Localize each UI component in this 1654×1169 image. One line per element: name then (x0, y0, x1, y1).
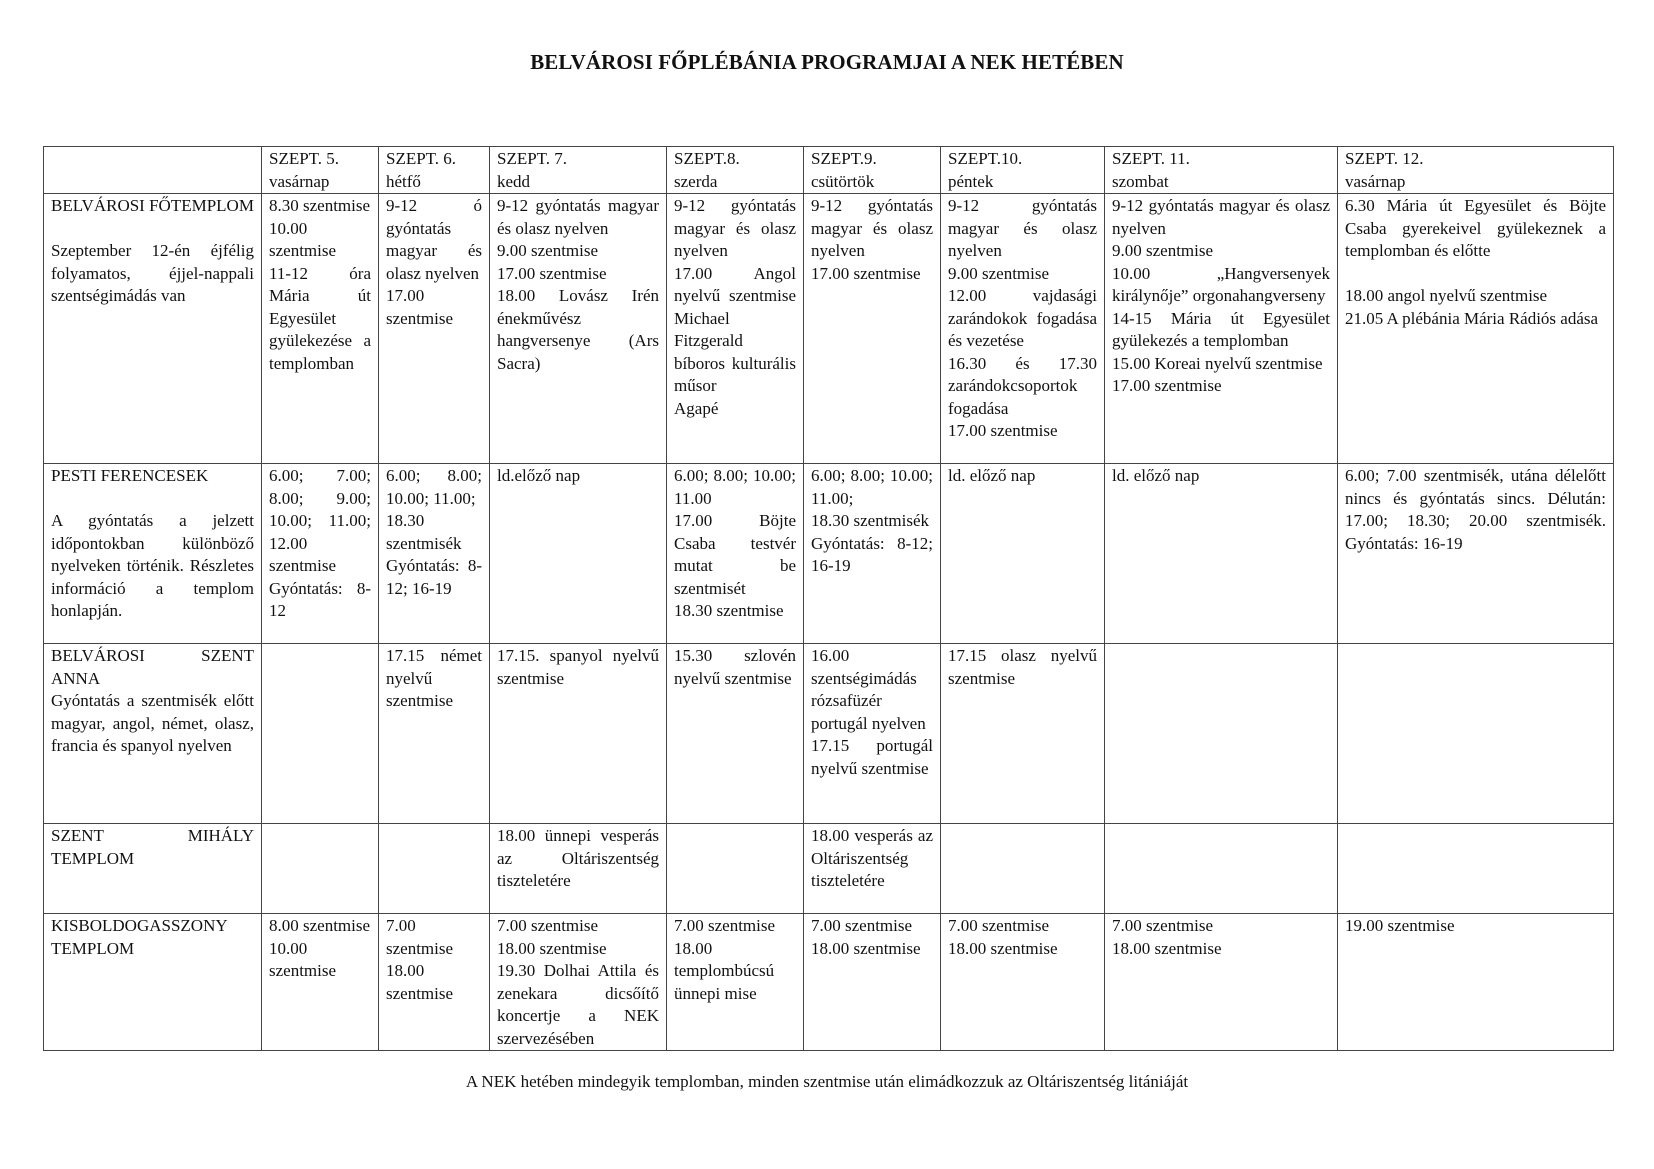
program-cell (262, 644, 379, 824)
program-cell: 15.30 szlovén nyelvű szentmise (667, 644, 804, 824)
program-cell: 7.00 szentmise 18.00 szentmise (1105, 914, 1338, 1051)
program-cell: 16.00 szentségimádás rózsafüzér portugál nyelven 17.15 portugál nyelvű szentmise (804, 644, 941, 824)
footer-note: A NEK hetében mindegyik templomban, minden szentmise után elimádkozzuk az Oltáriszentség litániáját (465, 1072, 1189, 1091)
program-cell: 8.00 szentmise 10.00 szentmise (262, 914, 379, 1051)
header-cell-szept-12: SZEPT. 12. vasárnap (1338, 147, 1614, 194)
program-cell: 9-12 gyóntatás magyar és olasz nyelven 9.00 szentmise 17.00 szentmise 18.00 Lovász Irén énekművész hangversenye (Ars Sacra) (490, 194, 667, 464)
program-cell: 6.00; 7.00; 8.00; 9.00; 10.00; 11.00; 12.00 szentmise Gyóntatás: 8-12 (262, 464, 379, 644)
program-cell: 6.00; 8.00; 10.00; 11.00; 18.30 szentmisék Gyóntatás: 8-12; 16-19 (804, 464, 941, 644)
header-cell-empty (44, 147, 262, 194)
program-cell (262, 824, 379, 914)
program-cell (1105, 644, 1338, 824)
program-cell: 7.00 szentmise 18.00 szentmise (941, 914, 1105, 1051)
church-name-cell: SZENT MIHÁLY TEMPLOM (44, 824, 262, 914)
program-cell: ld.előző nap (490, 464, 667, 644)
program-cell: 9-12 gyóntatás magyar és olasz nyelven 9.00 szentmise 12.00 vajdasági zarándokok fogadása és vezetése 16.30 és 17.30 zarándokcsoportok fogadása 17.00 szentmise (941, 194, 1105, 464)
program-cell (1338, 824, 1614, 914)
program-cell: 18.00 ünnepi vesperás az Oltáriszentség tiszteletére (490, 824, 667, 914)
program-cell: 17.15 olasz nyelvű szentmise (941, 644, 1105, 824)
program-cell (941, 824, 1105, 914)
program-cell: 17.15 német nyelvű szentmise (379, 644, 490, 824)
program-cell: 9-12 gyóntatás magyar és olasz nyelven 17.00 Angol nyelvű szentmise Michael Fitzgerald bíboros kulturális műsor Agapé (667, 194, 804, 464)
program-cell: 6.00; 8.00; 10.00; 11.00 17.00 Böjte Csaba testvér mutat be szentmisét 18.30 szentmise (667, 464, 804, 644)
program-cell: 9-12 gyóntatás magyar és olasz nyelven 9.00 szentmise 10.00 „Hangversenyek királynője” orgonahangverseny 14-15 Mária út Egyesület gyülekezés a templomban 15.00 Koreai nyelvű szentmise 17.00 szentmise (1105, 194, 1338, 464)
program-cell: 9-12 gyóntatás magyar és olasz nyelven 17.00 szentmise (804, 194, 941, 464)
program-cell: 6.30 Mária út Egyesület és Böjte Csaba gyerekeivel gyülekeznek a templomban és előtte 18.00 angol nyelvű szentmise 21.05 A plébánia Mária Rádiós adása (1338, 194, 1614, 464)
table-row-szent-anna (44, 644, 1614, 824)
header-cell-szept-5: SZEPT. 5. vasárnap (262, 147, 379, 194)
program-cell: ld. előző nap (1105, 464, 1338, 644)
program-cell: 7.00 szentmise 18.00 templombúcsú ünnepi mise (667, 914, 804, 1051)
header-row (44, 147, 1614, 194)
header-cell-szept-8: SZEPT.8. szerda (667, 147, 804, 194)
program-cell: 7.00 szentmise 18.00 szentmise (379, 914, 490, 1051)
program-cell: 18.00 vesperás az Oltáriszentség tiszteletére (804, 824, 941, 914)
program-cell: 6.00; 7.00 szentmisék, utána délelőtt nincs és gyóntatás sincs. Délután: 17.00; 18.30; 20.00 szentmisék. Gyóntatás: 16-19 (1338, 464, 1614, 644)
table-row-szent-mihaly (44, 824, 1614, 914)
header-cell-szept-7: SZEPT. 7. kedd (490, 147, 667, 194)
header-cell-szept-10: SZEPT.10. péntek (941, 147, 1105, 194)
table-row-pesti-ferencesek (44, 464, 1614, 644)
church-name-cell: KISBOLDOGASSZONY TEMPLOM (44, 914, 262, 1051)
church-name-cell: BELVÁROSI FŐTEMPLOM Szeptember 12-én éjfélig folyamatos, éjjel-nappali szentségimádás van (44, 194, 262, 464)
program-cell: 19.00 szentmise (1338, 914, 1614, 1051)
program-cell (1338, 644, 1614, 824)
church-name-cell: BELVÁROSI SZENT ANNA Gyóntatás a szentmisék előtt magyar, angol, német, olasz, francia és spanyol nyelven (44, 644, 262, 824)
program-cell: 7.00 szentmise 18.00 szentmise (804, 914, 941, 1051)
program-cell (1105, 824, 1338, 914)
program-table (43, 146, 1614, 1051)
program-cell: 17.15. spanyol nyelvű szentmise (490, 644, 667, 824)
program-cell: 7.00 szentmise 18.00 szentmise 19.30 Dolhai Attila és zenekara dicsőítő koncertje a NEK szervezésében (490, 914, 667, 1051)
program-cell: 9-12 ó gyóntatás magyar és olasz nyelven 17.00 szentmise (379, 194, 490, 464)
table-row-belvarosi-fotemplom (44, 194, 1614, 464)
header-cell-szept-6: SZEPT. 6. hétfő (379, 147, 490, 194)
program-cell (667, 824, 804, 914)
church-name-cell: PESTI FERENCESEK A gyóntatás a jelzett időpontokban különböző nyelveken történik. Részletes információ a templom honlapján. (44, 464, 262, 644)
header-cell-szept-11: SZEPT. 11. szombat (1105, 147, 1338, 194)
table-row-kisboldogasszony (44, 914, 1614, 1051)
program-cell: 6.00; 8.00; 10.00; 11.00; 18.30 szentmisék Gyóntatás: 8-12; 16-19 (379, 464, 490, 644)
header-cell-szept-9: SZEPT.9. csütörtök (804, 147, 941, 194)
program-cell: ld. előző nap (941, 464, 1105, 644)
program-cell (379, 824, 490, 914)
program-cell: 8.30 szentmise 10.00 szentmise 11-12 óra Mária út Egyesület gyülekezése a templomban (262, 194, 379, 464)
page-title: BELVÁROSI FŐPLÉBÁNIA PROGRAMJAI A NEK HETÉBEN (530, 50, 1124, 74)
